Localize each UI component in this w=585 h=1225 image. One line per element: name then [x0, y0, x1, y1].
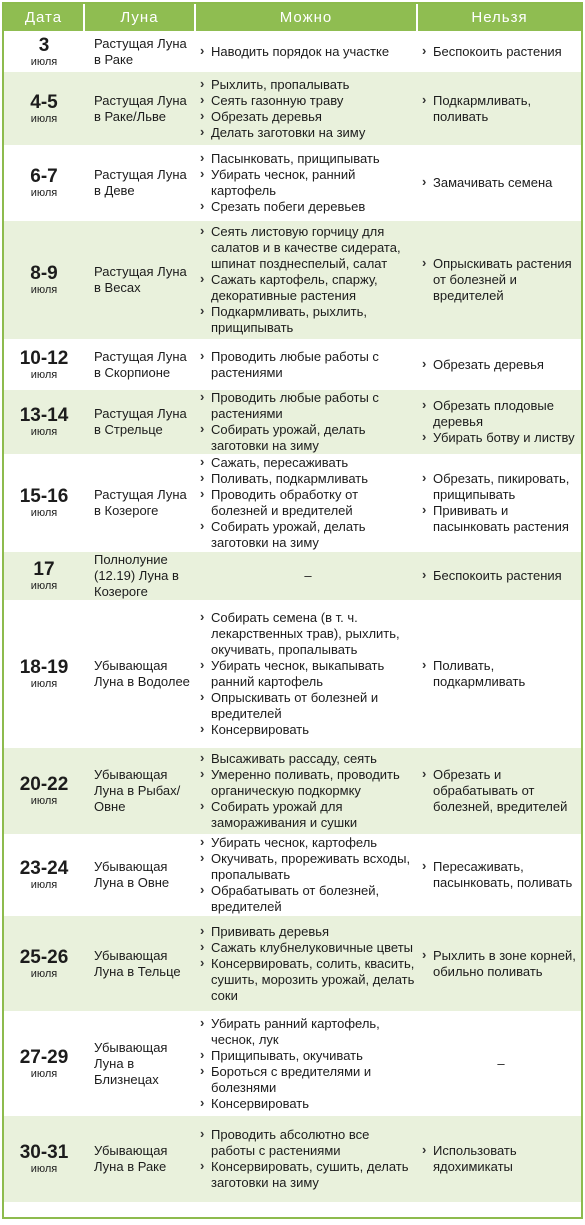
table-row [4, 835, 581, 916]
allowed-cell [195, 146, 417, 221]
date-cell [4, 72, 84, 146]
date-cell [4, 748, 84, 835]
forbidden-cell [417, 1012, 581, 1116]
date-days: 20-22 [19, 774, 69, 795]
moon-phase: Растущая Луна в Деве [84, 146, 195, 221]
allowed-cell [195, 601, 417, 748]
forbidden-item: › Замачивать семена [421, 175, 581, 191]
allowed-item: › Сажать картофель, спаржу, декоративные растения [199, 272, 417, 304]
moon-phase: Убывающая Луна в Тельце [84, 916, 195, 1012]
moon-phase: Растущая Луна в Раке/Льве [84, 72, 195, 146]
forbidden-cell [417, 835, 581, 916]
calendar-table [4, 4, 581, 1202]
moon-phase: Растущая Луна в Весах [84, 221, 195, 340]
allowed-item: › Поливать, подкармливать [199, 471, 417, 487]
allowed-cell [195, 221, 417, 340]
forbidden-item: › Поливать, подкармливать [421, 658, 581, 690]
forbidden-item: › Обрезать, пикировать, прищипывать [421, 471, 581, 503]
date-cell [4, 390, 84, 455]
forbidden-cell [417, 390, 581, 455]
date-cell [4, 1116, 84, 1202]
forbidden-item: › Опрыскивать растения от болезней и вредителей [421, 256, 581, 304]
date-days: 17 [33, 559, 55, 580]
allowed-item: › Убирать чеснок, картофель [199, 835, 417, 851]
date-month: июля [30, 1067, 58, 1080]
allowed-item: › Убирать чеснок, ранний картофель [199, 167, 417, 199]
forbidden-item: › Беспокоить растения [421, 44, 581, 60]
date-days: 18-19 [19, 657, 69, 678]
allowed-item: › Рыхлить, пропалывать [199, 77, 417, 93]
date-days: 4-5 [30, 91, 58, 113]
forbidden-item: › Обрезать и обрабатывать от болезней, вредителей [421, 767, 581, 815]
forbidden-cell [417, 601, 581, 748]
allowed-item: › Сеять газонную траву [199, 93, 417, 109]
allowed-item: › Срезать побеги деревьев [199, 199, 417, 215]
forbidden-item: › Использовать ядохимикаты [421, 1143, 581, 1175]
allowed-item: › Высаживать рассаду, сеять [199, 751, 417, 767]
date-days: 3 [38, 34, 50, 56]
date-cell [4, 32, 84, 72]
table-row [4, 390, 581, 455]
allowed-item: › Консервировать [199, 1096, 417, 1112]
date-cell [4, 340, 84, 390]
allowed-cell [195, 72, 417, 146]
header-date: Дата [4, 4, 84, 32]
date-days: 25-26 [19, 946, 69, 968]
forbidden-item: › Прививать и пасынковать растения [421, 503, 581, 535]
allowed-item: › Проводить любые работы с растениями [199, 390, 417, 422]
allowed-cell [195, 916, 417, 1012]
moon-phase: Растущая Луна в Козероге [84, 455, 195, 552]
forbidden-cell [417, 221, 581, 340]
forbidden-item: › Рыхлить в зоне корней, обильно поливать [421, 948, 581, 980]
forbidden-cell [417, 1116, 581, 1202]
allowed-item: › Проводить любые работы с растениями [199, 349, 417, 381]
moon-phase: Убывающая Луна в Раке [84, 1116, 195, 1202]
moon-phase: Убывающая Луна в Близнецах [84, 1012, 195, 1116]
allowed-cell [195, 340, 417, 390]
allowed-item: › Консервировать, солить, квасить, сушить, морозить урожай, делать соки [199, 956, 417, 1004]
date-days: 27-29 [19, 1046, 69, 1068]
allowed-item: › Убирать чеснок, выкапывать ранний картофель [199, 658, 417, 690]
allowed-cell [195, 455, 417, 552]
allowed-item: › Собирать семена (в т. ч. лекарственных трав), рыхлить, окучивать, пропалывать [199, 610, 417, 658]
date-month: июля [30, 284, 58, 296]
forbidden-cell [417, 72, 581, 146]
moon-phase: Растущая Луна в Скорпионе [84, 340, 195, 390]
date-month: июля [30, 112, 58, 125]
allowed-item: › Окучивать, прореживать всходы, пропалывать [199, 851, 417, 883]
moon-phase: Убывающая Луна в Рыбах/Овне [84, 748, 195, 835]
allowed-item: › Бороться с вредителями и болезнями [199, 1064, 417, 1096]
date-month: июля [30, 55, 58, 68]
allowed-cell [195, 552, 417, 601]
moon-phase: Убывающая Луна в Овне [84, 835, 195, 916]
allowed-item: › Прищипывать, окучивать [199, 1048, 417, 1064]
allowed-item: › Сажать, пересаживать [199, 455, 417, 471]
date-days: 8-9 [30, 263, 58, 284]
allowed-cell [195, 390, 417, 455]
table-row [4, 748, 581, 835]
date-month: июля [30, 795, 58, 807]
header-forbidden: Нельзя [417, 4, 581, 32]
forbidden-item: › Обрезать деревья [421, 357, 581, 373]
forbidden-item: › Обрезать плодовые деревья [421, 398, 581, 430]
allowed-dash: – [304, 568, 312, 583]
allowed-item: › Собирать урожай для замораживания и сушки [199, 799, 417, 831]
allowed-cell [195, 748, 417, 835]
date-days: 23-24 [19, 858, 69, 879]
allowed-item: › Обрезать деревья [199, 109, 417, 125]
allowed-item: › Подкармливать, рыхлить, прищипывать [199, 304, 417, 336]
moon-phase: Растущая Луна в Раке [84, 32, 195, 72]
table-row [4, 455, 581, 552]
forbidden-cell [417, 916, 581, 1012]
moon-phase: Полнолуние (12.19) Луна в Козероге [84, 552, 195, 601]
table-row [4, 221, 581, 340]
date-cell [4, 601, 84, 748]
allowed-item: › Убирать ранний картофель, чеснок, лук [199, 1016, 417, 1048]
header-allowed: Можно [195, 4, 417, 32]
forbidden-item: › Пересаживать, пасынковать, поливать [421, 859, 581, 891]
forbidden-cell [417, 552, 581, 601]
date-month: июля [30, 879, 58, 891]
date-cell [4, 221, 84, 340]
table-row [4, 146, 581, 221]
allowed-item: › Проводить обработку от болезней и вредителей [199, 487, 417, 519]
table-row [4, 601, 581, 748]
date-days: 30-31 [19, 1141, 69, 1163]
table-header [4, 4, 581, 32]
allowed-item: › Консервировать [199, 722, 417, 738]
table-row [4, 32, 581, 72]
forbidden-item: › Подкармливать, поливать [421, 93, 581, 125]
date-month: июля [30, 580, 58, 592]
forbidden-cell [417, 340, 581, 390]
forbidden-dash: – [497, 1055, 505, 1071]
lunar-calendar [2, 2, 583, 1219]
date-days: 6-7 [30, 166, 58, 187]
moon-phase: Растущая Луна в Стрельце [84, 390, 195, 455]
allowed-item: › Пасынковать, прищипывать [199, 151, 417, 167]
allowed-item: › Делать заготовки на зиму [199, 125, 417, 141]
date-days: 15-16 [19, 486, 69, 507]
allowed-cell [195, 835, 417, 916]
date-cell [4, 835, 84, 916]
forbidden-cell [417, 455, 581, 552]
allowed-item: › Прививать деревья [199, 924, 417, 940]
forbidden-cell [417, 748, 581, 835]
date-days: 13-14 [19, 405, 69, 426]
allowed-item: › Наводить порядок на участке [199, 44, 417, 60]
allowed-item: › Обрабатывать от болезней, вредителей [199, 883, 417, 915]
date-cell [4, 146, 84, 221]
allowed-cell [195, 1116, 417, 1202]
allowed-item: › Собирать урожай, делать заготовки на зиму [199, 422, 417, 454]
table-row [4, 916, 581, 1012]
table-row [4, 340, 581, 390]
date-month: июля [30, 187, 58, 199]
table-row [4, 1012, 581, 1116]
forbidden-item: › Беспокоить растения [421, 568, 581, 584]
date-cell [4, 455, 84, 552]
date-cell [4, 1012, 84, 1116]
date-month: июля [30, 426, 58, 438]
allowed-item: › Сажать клубнелуковичные цветы [199, 940, 417, 956]
date-cell [4, 552, 84, 601]
allowed-item: › Умеренно поливать, проводить органическую подкормку [199, 767, 417, 799]
allowed-item: › Проводить абсолютно все работы с растениями [199, 1127, 417, 1159]
date-month: июля [30, 1162, 58, 1175]
date-cell [4, 916, 84, 1012]
table-row [4, 1116, 581, 1202]
forbidden-cell [417, 32, 581, 72]
header-moon: Луна [84, 4, 195, 32]
table-row [4, 552, 581, 601]
allowed-item: › Опрыскивать от болезней и вредителей [199, 690, 417, 722]
allowed-cell [195, 1012, 417, 1116]
allowed-item: › Собирать урожай, делать заготовки на зиму [199, 519, 417, 551]
moon-phase: Убывающая Луна в Водолее [84, 601, 195, 748]
date-month: июля [30, 678, 58, 690]
allowed-item: › Сеять листовую горчицу для салатов и в качестве сидерата, шпинат позднеспелый, салат [199, 224, 417, 272]
date-days: 10-12 [19, 347, 69, 369]
table-row [4, 72, 581, 146]
date-month: июля [30, 507, 58, 519]
allowed-item: › Консервировать, сушить, делать заготовки на зиму [199, 1159, 417, 1191]
forbidden-item: › Убирать ботву и листву [421, 430, 581, 446]
date-month: июля [30, 967, 58, 980]
allowed-cell [195, 32, 417, 72]
forbidden-cell [417, 146, 581, 221]
date-month: июля [30, 368, 58, 381]
